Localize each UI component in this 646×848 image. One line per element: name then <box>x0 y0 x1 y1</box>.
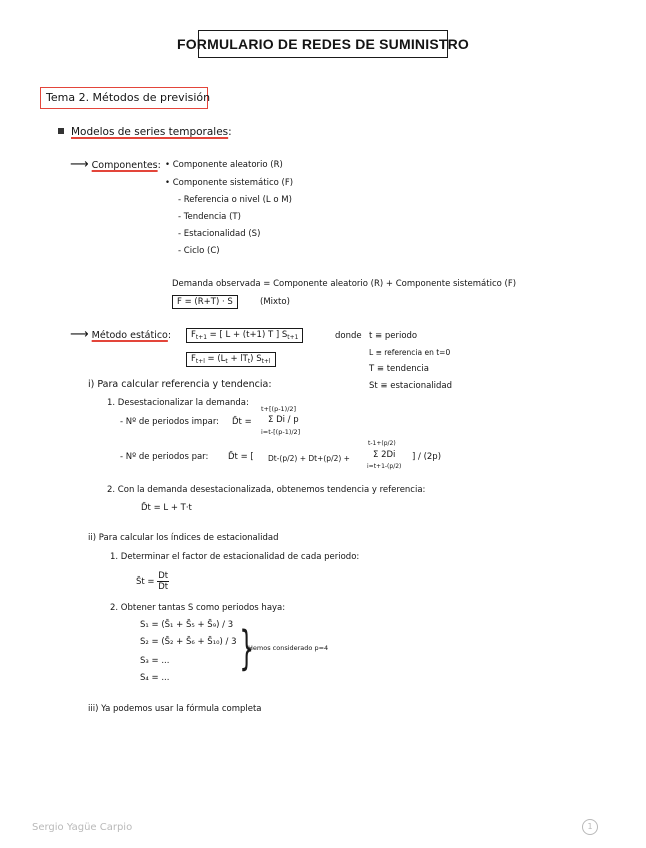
impar-sum-bottom: i=t-[(p-1)/2] <box>261 428 301 436</box>
componente-subitem: - Referencia o nivel (L o M) <box>178 195 292 205</box>
step-ii-sub1: 1. Determinar el factor de estacionalidad de cada periodo: <box>110 552 360 562</box>
formula-body: = [ L + (t+1) T ] S <box>206 330 288 340</box>
formula-symbol: F <box>191 354 196 364</box>
par-sum-top: t-1+(p/2) <box>368 440 396 447</box>
impar-sum-top: t+[(p-1)/2] <box>261 405 297 413</box>
step-ii-sub2: 2. Obtener tantas S como periodos haya: <box>110 603 286 613</box>
page-number: 1 <box>582 819 598 835</box>
par-body: Dt-(p/2) + Dt+(p/2) + <box>268 454 350 463</box>
author-footer: Sergio Yagüe Carpio <box>32 822 133 833</box>
right-brace-icon: } <box>239 621 254 675</box>
section-label: Modelos de series temporales <box>71 126 229 138</box>
formula-subscript: t+l <box>195 358 205 365</box>
s-denominator: D̄t <box>158 582 169 592</box>
componentes-heading <box>70 157 161 172</box>
componente-subitem: - Estacionalidad (S) <box>178 229 261 239</box>
componentes-colon: : <box>157 160 161 171</box>
s-item: S₃ = ... <box>140 656 170 666</box>
componente-item: • Componente sistemático (F) <box>165 178 294 188</box>
par-end: ] / (2p) <box>412 452 442 462</box>
formula-subscript: t <box>225 358 228 365</box>
section-heading <box>58 126 232 138</box>
s-item: S₂ = (S̄₂ + S̄₆ + S̄₁₀) / 3 <box>140 637 237 647</box>
par-label: - Nº de periodos par: <box>120 452 209 462</box>
step-i-heading: i) Para calcular referencia y tendencia: <box>88 379 272 390</box>
componente-subitem: - Tendencia (T) <box>178 212 241 222</box>
formula-body: + lT <box>227 354 248 364</box>
formula-body: = (L <box>204 354 226 364</box>
s-item: S₁ = (S̄₁ + S̄₅ + S̄₉) / 3 <box>140 620 234 630</box>
estacionalidad-formula <box>136 571 169 592</box>
brace-note: Hemos considerado p=4 <box>248 644 329 652</box>
par-lhs: D̄t = [ <box>228 452 254 462</box>
formula-subscript: t+1 <box>287 334 299 341</box>
step-iii-heading: iii) Ya podemos usar la fórmula completa <box>88 704 262 714</box>
definition-item: T ≡ tendencia <box>369 364 429 374</box>
formula-symbol: F <box>191 330 196 340</box>
section-colon: : <box>228 126 232 138</box>
par-sum-bottom: i=t+1-(p/2) <box>367 463 402 470</box>
metodo-estatico-heading <box>70 327 171 342</box>
step-ii-heading: ii) Para calcular los índices de estacionalidad <box>88 533 279 543</box>
s-lhs: S̄t = <box>136 577 155 587</box>
f-formula-box: F = (R+T) · S <box>172 295 238 309</box>
arrow-right-icon: ⟶ <box>70 327 89 342</box>
componente-subitem: - Ciclo (C) <box>178 246 220 256</box>
donde-label: donde <box>335 331 362 341</box>
componente-item: • Componente aleatorio (R) <box>165 160 283 170</box>
definition-item: t ≡ periodo <box>369 331 418 341</box>
step-i-sub2-eq: D̄t = L + T·t <box>141 503 192 513</box>
arrow-right-icon: ⟶ <box>70 157 89 172</box>
step-i-sub2: 2. Con la demanda desestacionalizada, obtenemos tendencia y referencia: <box>107 485 426 495</box>
formula-subscript: t+l <box>261 358 271 365</box>
formula-body: ) S <box>250 354 262 364</box>
definition-item: St ≡ estacionalidad <box>369 381 453 391</box>
impar-sum: Σ Di / p <box>268 415 299 425</box>
s-numerator: Dt <box>158 571 169 581</box>
page-title: FORMULARIO DE REDES DE SUMINISTRO <box>198 30 448 58</box>
s-fraction <box>157 571 169 592</box>
step-i-sub1: 1. Desestacionalizar la demanda: <box>107 398 249 408</box>
demand-equation: Demanda observada = Componente aleatorio (R) + Componente sistemático (F) <box>172 279 517 289</box>
static-formula-1 <box>186 328 303 343</box>
mixto-label: (Mixto) <box>260 297 290 307</box>
square-bullet-icon <box>58 128 64 134</box>
metodo-estatico-colon: : <box>167 330 172 341</box>
topic-heading: Tema 2. Métodos de previsión <box>40 87 208 109</box>
par-sum: Σ 2Di <box>373 450 396 460</box>
s-item: S₄ = ... <box>140 673 170 683</box>
metodo-estatico-label: Método estático <box>91 330 168 341</box>
definition-item: L ≡ referencia en t=0 <box>369 348 451 357</box>
impar-label: - Nº de periodos impar: <box>120 417 220 427</box>
static-formula-2 <box>186 352 276 367</box>
formula-subscript: t+1 <box>195 334 207 341</box>
componentes-label: Componentes <box>91 160 158 171</box>
impar-lhs: D̄t = <box>232 417 252 427</box>
formula-subscript: t <box>247 358 251 365</box>
